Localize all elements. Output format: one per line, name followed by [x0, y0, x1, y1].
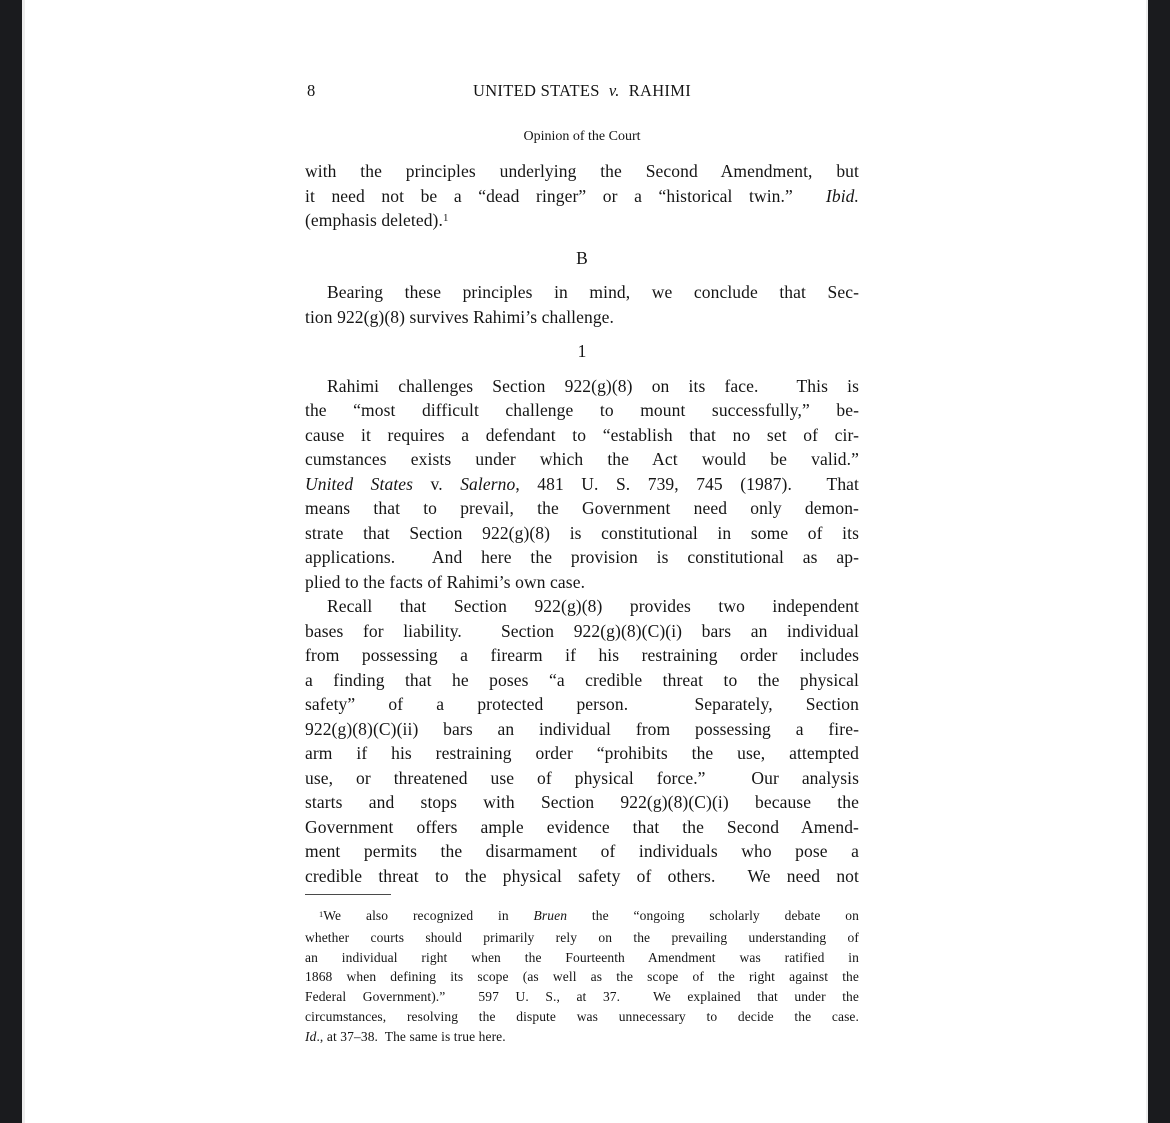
section-heading: 1 — [577, 341, 587, 361]
text-run: Federal Government).” 597 U. S., at 37. We explained that under the — [305, 989, 859, 1005]
text-line — [305, 643, 859, 668]
footnote-rule — [305, 894, 391, 895]
text-run: arm if his restraining order “prohibits the use, attempted — [305, 743, 859, 763]
text-line — [305, 790, 859, 815]
text-run: the “ongoing scholarly debate on — [567, 908, 859, 923]
text-line — [305, 184, 859, 209]
text-run: an individual right when the Fourteenth Amendment was ratified in — [305, 949, 859, 965]
text-line — [305, 839, 859, 864]
section-heading: B — [576, 247, 588, 268]
text-line — [305, 570, 859, 595]
text-run: the “most difficult challenge to mount successfully,” be- — [305, 400, 859, 420]
text-run: ment permits the disarmament of individuals who pose a — [305, 841, 859, 861]
text-run: 1868 when defining its scope (as well as the scope of the right against the — [305, 969, 859, 985]
text-run: Ibid. — [825, 185, 859, 206]
text-run: credible threat to the physical safety of others. We need not — [305, 865, 859, 886]
footnote — [305, 906, 859, 1047]
text-line — [305, 305, 859, 330]
page-number: 8 — [307, 81, 316, 100]
text-run: Government offers ample evidence that the Second Amend- — [305, 816, 859, 837]
text-run: with the principles underlying the Second Amendment, but — [305, 161, 859, 181]
text-line — [305, 496, 859, 521]
opinion-body — [305, 159, 859, 888]
text-run: , 481 U. S. 739, 745 (1987). That — [515, 473, 859, 494]
text-line — [305, 374, 859, 399]
text-line — [305, 1007, 859, 1027]
text-run: means that to prevail, the Government need only demon- — [305, 498, 859, 518]
text-run: it need not be a “dead ringer” or a “historical twin.” — [305, 185, 826, 206]
text-run: from possessing a firearm if his restraining order includes — [305, 645, 859, 665]
text-line — [305, 521, 859, 546]
viewer-frame-right — [1148, 0, 1170, 1123]
text-line — [305, 423, 859, 448]
text-line — [305, 987, 859, 1007]
text-line — [305, 280, 859, 305]
text-line — [305, 472, 859, 497]
text-line — [305, 967, 859, 987]
text-run: ., at 37–38. The same is true here. — [316, 1028, 506, 1044]
text-run: use, or threatened use of physical force.” Our analysis — [305, 767, 859, 788]
text-line — [305, 398, 859, 423]
text-run: a finding that he poses “a credible threat to the physical — [305, 669, 859, 690]
text-line — [305, 668, 859, 693]
text-run: (emphasis deleted). — [305, 210, 443, 230]
document-page — [22, 0, 1148, 1123]
text-run: 922(g)(8)(C)(ii) bars an individual from possessing a fire- — [305, 718, 859, 739]
text-run: circumstances, resolving the dispute was unnecessary to decide the case. — [305, 1008, 859, 1024]
text-run: Bearing these principles in mind, we conclude that Sec- — [327, 282, 859, 302]
text-line — [305, 906, 859, 928]
text-line — [305, 717, 859, 742]
text-run: Rahimi challenges Section 922(g)(8) on its face. This is — [327, 375, 859, 396]
paragraph — [305, 594, 859, 888]
opinion-label: Opinion of the Court — [523, 129, 641, 144]
case-title — [305, 82, 859, 100]
page-header — [305, 82, 859, 100]
paragraph — [305, 280, 859, 329]
paragraph — [305, 159, 859, 236]
text-run: Salerno — [460, 473, 516, 494]
text-run: cause it requires a defendant to “establish that no set of cir- — [305, 424, 859, 445]
text-line — [305, 948, 859, 968]
text-run: Bruen — [533, 908, 568, 923]
text-run: tion 922(g)(8) survives Rahimi’s challenge. — [305, 306, 615, 327]
text-run: plied to the facts of Rahimi’s own case. — [305, 571, 586, 592]
paragraph — [305, 374, 859, 595]
text-line — [305, 692, 859, 717]
text-run: whether courts should primarily rely on the prevailing understanding of — [305, 929, 859, 945]
text-line — [305, 159, 859, 184]
superscript-marker: 1 — [319, 909, 324, 919]
text-line — [305, 1027, 859, 1047]
text-run: Id — [305, 1028, 317, 1044]
text-line — [305, 208, 859, 236]
text-line — [305, 864, 859, 889]
text-line — [305, 619, 859, 644]
text-run: applications. And here the provision is constitutional as ap- — [305, 547, 859, 567]
viewer-frame-left — [0, 0, 22, 1123]
text-run: v. — [413, 473, 461, 494]
case-title-right: RAHIMI — [628, 81, 691, 100]
case-title-left: UNITED STATES — [472, 81, 600, 100]
text-line — [305, 815, 859, 840]
text-run: cumstances exists under which the Act would be valid.” — [305, 449, 859, 469]
text-line — [305, 594, 859, 619]
text-run: bases for liability. Section 922(g)(8)(C)(i) bars an individual — [305, 620, 859, 641]
text-line — [305, 545, 859, 570]
text-line — [305, 766, 859, 791]
superscript-marker: 1 — [442, 212, 449, 225]
case-title-versus: v. — [608, 81, 620, 100]
text-run: We also recognized in — [323, 908, 534, 923]
text-line — [305, 928, 859, 948]
text-line — [305, 447, 859, 472]
text-run: safety” of a protected person. Separately, Section — [305, 694, 859, 714]
text-run: strate that Section 922(g)(8) is constitutional in some of its — [305, 522, 859, 543]
text-line — [305, 741, 859, 766]
page-content — [305, 0, 859, 1047]
text-run: starts and stops with Section 922(g)(8)(C)(i) because the — [305, 792, 859, 812]
text-run: United States — [305, 473, 414, 494]
text-run: Recall that Section 922(g)(8) provides two independent — [327, 596, 859, 616]
